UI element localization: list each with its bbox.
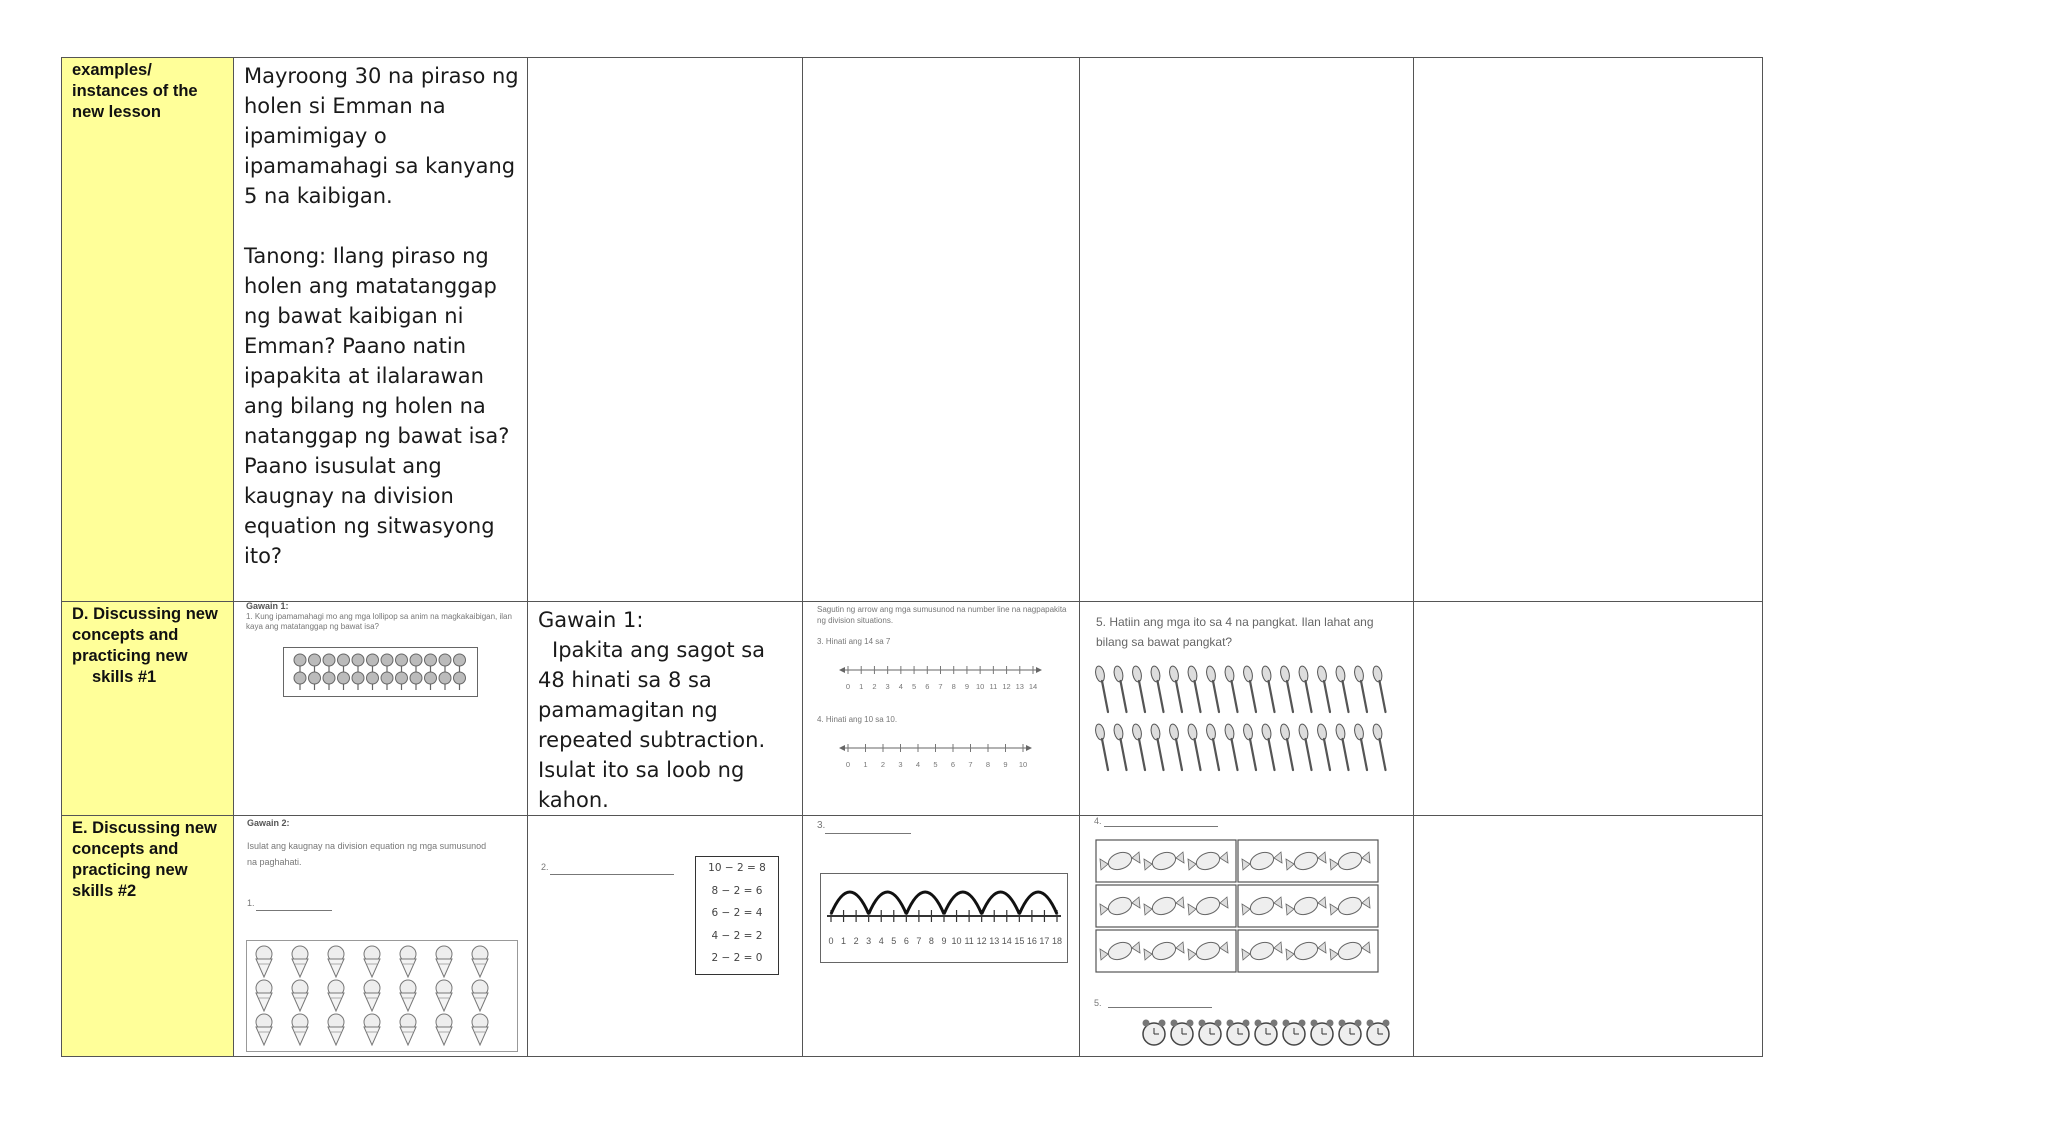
hops-tick-label: 2 [853, 936, 859, 946]
number-line-tick-label: 8 [951, 682, 956, 691]
spoon-icon [1353, 723, 1365, 740]
label-line: instances of the [72, 82, 198, 100]
spoon-icon [1316, 665, 1328, 682]
answer-blank [1108, 1007, 1212, 1008]
gawain1-title: Gawain 1: [538, 608, 644, 632]
lollipop-icon [323, 654, 335, 666]
spoon-handle [1121, 739, 1127, 770]
label-line: examples/ [72, 61, 152, 79]
spoon-item-5: 5. Hatiin ang mga ito sa 4 na pangkat. Ilan lahat ang bilang sa bawat pangkat? [1096, 615, 1374, 649]
row-d-discussing-1 [62, 602, 1763, 816]
spoon-icon [1372, 665, 1384, 682]
spoon-handle [1250, 681, 1256, 712]
icecream-cone-icon [328, 993, 344, 1011]
subtraction-step: 2 − 2 = 0 [711, 952, 763, 964]
spoon-icon [1187, 723, 1199, 740]
spoon-icon [1335, 723, 1347, 740]
empty-cell [1414, 816, 1763, 1057]
clock-bell [1143, 1020, 1150, 1027]
clock-bell [1227, 1020, 1234, 1027]
spoon-handle [1306, 681, 1312, 712]
spoon-icon [1242, 723, 1254, 740]
row-label-e [62, 816, 234, 1057]
spoon-icon [1261, 723, 1273, 740]
hops-tick-label: 9 [941, 936, 947, 946]
answer-blank [825, 833, 911, 834]
icecream-cone-icon [400, 1027, 416, 1045]
spoon-icon [1205, 723, 1217, 740]
spoon-icon [1242, 665, 1254, 682]
hops-tick-label: 17 [1039, 936, 1050, 946]
hop-arc [831, 892, 869, 914]
number-line-tick-label: 7 [938, 682, 943, 691]
lollipop-icon [396, 672, 408, 684]
spoon-handle [1176, 681, 1182, 712]
empty-cell [1414, 602, 1763, 816]
hop-arc [982, 892, 1020, 914]
number-line-tick-label: 0 [845, 760, 851, 769]
repeated-subtraction-cell [528, 816, 803, 1057]
icecream-illustration [247, 941, 517, 1051]
numberline-worksheet-cell [803, 602, 1080, 816]
icecream-cone-icon [256, 993, 272, 1011]
lollipop-icon [323, 672, 335, 684]
spoon-icon [1187, 665, 1199, 682]
number-line-tick-label: 1 [859, 682, 864, 691]
number-line-tick-label: 11 [989, 682, 998, 691]
hops-tick-label: 5 [891, 936, 897, 946]
number-line-tick-label: 9 [964, 682, 970, 691]
icecream-cone-icon [256, 1027, 272, 1045]
icecream-cone-icon [436, 1027, 452, 1045]
spoon-icon [1298, 665, 1310, 682]
lesson-plan-table [61, 57, 1763, 1057]
numberline-item-3: 3. Hinati ang 14 sa 7 [817, 637, 891, 646]
icecream-cone-icon [436, 959, 452, 977]
hops-tick-label: 12 [976, 936, 987, 946]
hops-tick-label: 14 [1001, 936, 1012, 946]
icecream-cone-icon [364, 993, 380, 1011]
spoon-handle [1232, 739, 1238, 770]
label-line: new lesson [72, 103, 161, 121]
spoon-handle [1287, 681, 1293, 712]
spoon-handle [1102, 739, 1108, 770]
number-line-tick-label: 4 [915, 760, 921, 769]
spoon-icon [1131, 665, 1143, 682]
spoon-worksheet-cell [1080, 602, 1414, 816]
lollipop-icon [352, 672, 364, 684]
row-label-c [62, 58, 234, 602]
empty-cell [1080, 58, 1414, 602]
lollipop-icon [381, 672, 393, 684]
icecream-cone-icon [472, 959, 488, 977]
spoon-handle [1139, 681, 1145, 712]
spoon-icon [1335, 665, 1347, 682]
clock-bell [1159, 1020, 1166, 1027]
spoons-illustration [1080, 664, 1414, 784]
number-line-tick-label: 8 [985, 760, 991, 769]
label-line: skills #2 [72, 882, 137, 900]
spoon-handle [1343, 739, 1349, 770]
spoon-handle [1269, 739, 1275, 770]
spoon-handle [1250, 739, 1256, 770]
lollipop-icon [439, 672, 451, 684]
icecream-cone-icon [436, 993, 452, 1011]
answer-blank [256, 910, 332, 911]
lollipop-icon [294, 654, 306, 666]
number-line-tick-label: 14 [1028, 682, 1038, 691]
spoon-icon [1205, 665, 1217, 682]
spoon-icon [1224, 665, 1236, 682]
gawain2-heading: Gawain 2: [247, 818, 290, 828]
spoon-icon [1279, 665, 1291, 682]
icecream-cone-icon [256, 959, 272, 977]
number-line-tick-label: 13 [1015, 682, 1024, 691]
clock-bell [1299, 1020, 1306, 1027]
hops-item-number: 3. [817, 820, 826, 831]
number-line-tick-label: 10 [975, 682, 985, 691]
clock-bell [1367, 1020, 1374, 1027]
spoon-handle [1232, 681, 1238, 712]
number-line-tick-label: 5 [933, 760, 938, 769]
label-line: concepts and [72, 626, 179, 644]
spoon-handle [1380, 681, 1386, 712]
spoon-handle [1324, 739, 1330, 770]
hops-tick-label: 18 [1051, 936, 1063, 946]
lollipop-icon [439, 654, 451, 666]
row-label-d [62, 602, 234, 816]
hops-tick-label: 16 [1026, 936, 1037, 946]
spoon-handle [1380, 739, 1386, 770]
lollipop-icon [338, 654, 350, 666]
row-c-examples [62, 58, 1763, 602]
icecream-cone-icon [292, 959, 308, 977]
candy-item-4: 4. [1094, 816, 1102, 826]
number-line-0-10 [803, 740, 1080, 780]
row-e-discussing-2 [62, 816, 1763, 1057]
lollipop-icon [367, 654, 379, 666]
clock-bell [1199, 1020, 1206, 1027]
answer-blank [1104, 826, 1218, 827]
hops-tick-label: 10 [951, 936, 962, 946]
lollipop-icon [367, 672, 379, 684]
number-line-tick-label: 10 [1018, 760, 1028, 769]
spoon-handle [1306, 739, 1312, 770]
icecream-cone-icon [400, 959, 416, 977]
label-line: skills #1 [92, 668, 157, 686]
icecream-cone-icon [364, 1027, 380, 1045]
number-line-tick-label: 2 [880, 760, 886, 769]
hop-arc [869, 892, 907, 914]
hops-tick-label: 11 [964, 936, 974, 946]
clock-bell [1383, 1020, 1390, 1027]
spoon-handle [1213, 681, 1219, 712]
hops-tick-label: 3 [866, 936, 872, 946]
subtraction-step: 4 − 2 = 2 [711, 929, 763, 942]
subtraction-step: 10 − 2 = 8 [708, 862, 766, 874]
arrow-left-icon [839, 745, 845, 751]
empty-cell [1414, 58, 1763, 602]
lollipop-icon [454, 672, 466, 684]
clock-bell [1255, 1020, 1262, 1027]
spoon-handle [1195, 739, 1201, 770]
spoon-handle [1139, 739, 1145, 770]
clock-bell [1187, 1020, 1194, 1027]
arrow-right-icon [1036, 667, 1042, 673]
icecream-cone-icon [472, 993, 488, 1011]
hops-tick-label: 15 [1014, 936, 1025, 946]
spoon-handle [1102, 681, 1108, 712]
gawain2-icecream-cell [234, 816, 528, 1057]
arrow-left-icon [839, 667, 845, 673]
hops-tick-label: 7 [916, 936, 922, 946]
lollipop-icon [338, 672, 350, 684]
spoon-handle [1176, 739, 1182, 770]
number-line-tick-label: 9 [1003, 760, 1008, 769]
label-line: E. Discussing new [72, 819, 217, 837]
spoon-handle [1195, 681, 1201, 712]
clock-bell [1215, 1020, 1222, 1027]
candy-groups-illustration [1094, 838, 1384, 978]
number-line-tick-label: 1 [863, 760, 868, 769]
hops-tick-label: 1 [841, 936, 847, 946]
lollipop-illustration [284, 648, 477, 696]
spoon-handle [1343, 681, 1349, 712]
clock-bell [1271, 1020, 1278, 1027]
subtraction-item-number: 2. [541, 862, 549, 872]
lollipop-icon [352, 654, 364, 666]
clock-bell [1327, 1020, 1334, 1027]
number-line-hops-cell [803, 816, 1080, 1057]
numberline-instruction: Sagutin ng arrow ang mga sumusunod na number line na nagpapakita ng division situations. [817, 605, 1067, 625]
hops-tick-label: 8 [928, 936, 934, 946]
number-line-tick-label: 2 [872, 682, 877, 691]
icecream-cone-icon [292, 993, 308, 1011]
subtraction-step: 8 − 2 = 6 [711, 884, 763, 897]
lollipop-icon [309, 654, 321, 666]
spoon-icon [1168, 723, 1180, 740]
number-line-tick-label: 5 [911, 682, 917, 691]
hops-tick-label: 6 [903, 936, 909, 946]
number-line-tick-label: 6 [950, 760, 956, 769]
worksheet-item-text: 1. Kung ipamamahagi mo ang mga lollipop sa anim na magkakaibigan, ilan kaya ang matatanggap ng bawat isa? [246, 612, 512, 631]
arrow-right-icon [1026, 745, 1032, 751]
gawain2-item-number: 1. [247, 898, 255, 908]
spoon-icon [1113, 665, 1125, 682]
answer-blank [550, 874, 674, 875]
spoon-icon [1131, 723, 1143, 740]
number-line-tick-label: 6 [925, 682, 930, 691]
lesson-cell-c-day1 [234, 58, 528, 602]
spoon-handle [1121, 681, 1127, 712]
clock-bell [1355, 1020, 1362, 1027]
hops-tick-label: 0 [828, 936, 834, 946]
spoon-handle [1158, 681, 1164, 712]
hop-arc [906, 892, 944, 914]
spoon-icon [1279, 723, 1291, 740]
empty-cell [528, 58, 803, 602]
candy-clock-cell [1080, 816, 1414, 1057]
icecream-cone-icon [472, 1027, 488, 1045]
icecream-box [246, 940, 518, 1052]
spoon-handle [1361, 681, 1367, 712]
hops-box [820, 873, 1068, 963]
worksheet-heading: Gawain 1: [246, 601, 289, 611]
clock-item-5: 5. [1094, 998, 1102, 1008]
gawain2-instruction: Isulat ang kaugnay na division equation ng mga sumusunod na paghahati. [247, 841, 487, 867]
hops-tick-label: 4 [878, 936, 884, 946]
spoon-handle [1287, 739, 1293, 770]
spoon-handle [1324, 681, 1330, 712]
spoon-icon [1150, 723, 1162, 740]
number-line-tick-label: 12 [1002, 682, 1011, 691]
alarm-clocks-illustration [1140, 1014, 1400, 1054]
empty-cell [803, 58, 1080, 602]
hops-tick-label: 13 [989, 936, 1000, 946]
number-line-tick-label: 7 [968, 760, 973, 769]
spoon-icon [1298, 723, 1310, 740]
number-line-tick-label: 4 [898, 682, 903, 691]
lollipop-box [283, 647, 478, 697]
lollipop-icon [294, 672, 306, 684]
lollipop-icon [410, 672, 422, 684]
clock-bell [1283, 1020, 1290, 1027]
number-line-tick-label: 0 [845, 682, 851, 691]
numberline-item-4: 4. Hinati ang 10 sa 10. [817, 715, 898, 724]
spoon-icon [1150, 665, 1162, 682]
subtraction-step: 6 − 2 = 4 [711, 907, 763, 919]
clock-bell [1339, 1020, 1346, 1027]
clock-bell [1311, 1020, 1318, 1027]
spoon-icon [1113, 723, 1125, 740]
clock-bell [1171, 1020, 1178, 1027]
label-line: concepts and [72, 840, 179, 858]
spoon-icon [1353, 665, 1365, 682]
spoon-icon [1094, 723, 1106, 740]
lollipop-icon [454, 654, 466, 666]
label-line: D. Discussing new [72, 605, 218, 623]
number-line-0-14 [803, 662, 1080, 702]
gawain1-cell [528, 602, 803, 816]
icecream-cone-icon [364, 959, 380, 977]
lollipop-icon [425, 654, 437, 666]
icecream-cone-icon [400, 993, 416, 1011]
icecream-cone-icon [292, 1027, 308, 1045]
lollipop-icon [381, 654, 393, 666]
spoon-icon [1224, 723, 1236, 740]
lollipop-icon [309, 672, 321, 684]
spoon-handle [1213, 739, 1219, 770]
subtraction-steps-box [695, 856, 779, 975]
spoon-handle [1361, 739, 1367, 770]
gawain1-instructions: Ipakita ang sagot sa 48 hinati sa 8 sa pamamagitan ng repeated subtraction. Isulat ito sa loob ng kahon. [538, 638, 766, 812]
spoon-handle [1269, 681, 1275, 712]
spoon-icon [1168, 665, 1180, 682]
spoon-icon [1372, 723, 1384, 740]
hop-arc [1019, 892, 1057, 914]
number-line-hops-illustration [821, 874, 1067, 962]
worksheet-lollipop-cell [234, 602, 528, 816]
clock-bell [1243, 1020, 1250, 1027]
icecream-cone-icon [328, 959, 344, 977]
scenario-paragraph: Mayroong 30 na piraso ng holen si Emman na ipamimigay o ipamamahagi sa kanyang 5 na kaibigan. [244, 64, 519, 208]
label-line: practicing new [72, 647, 188, 665]
icecream-cone-icon [328, 1027, 344, 1045]
spoon-icon [1094, 665, 1106, 682]
spoon-icon [1316, 723, 1328, 740]
spoon-handle [1158, 739, 1164, 770]
number-line-tick-label: 3 [885, 682, 890, 691]
hop-arc [944, 892, 982, 914]
lollipop-icon [410, 654, 422, 666]
lollipop-icon [396, 654, 408, 666]
lollipop-icon [425, 672, 437, 684]
spoon-icon [1261, 665, 1273, 682]
label-line: practicing new [72, 861, 188, 879]
question-paragraph: Tanong: Ilang piraso ng holen ang matatanggap ng bawat kaibigan ni Emman? Paano natin ipapakita at ilalarawan ang bilang ng holen na natanggap ng bawat isa? Paano isusulat ang kaugnay na division equation ng sitwasyong ito? [244, 244, 510, 568]
number-line-tick-label: 3 [898, 760, 903, 769]
